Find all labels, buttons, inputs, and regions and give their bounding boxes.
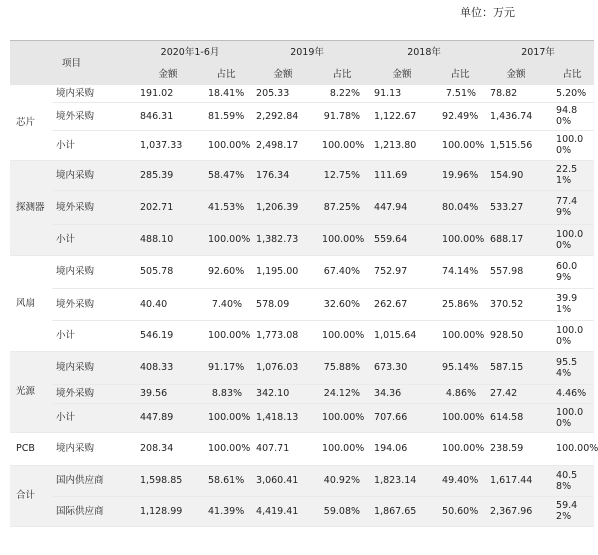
ratio-cell: 87.25% xyxy=(318,190,366,224)
category-label: PCB xyxy=(10,432,52,465)
amount-cell: 40.40 xyxy=(132,288,204,320)
category-label: 芯片 xyxy=(10,85,52,160)
header-period: 2020年1-6月 xyxy=(132,41,248,64)
amount-cell: 1,128.99 xyxy=(132,496,204,526)
amount-cell: 673.30 xyxy=(366,351,438,384)
amount-cell: 1,436.74 xyxy=(482,102,550,130)
procurement-table xyxy=(10,40,598,527)
table-row xyxy=(10,432,594,465)
header-period: 2019年 xyxy=(248,41,366,64)
header-period: 2017年 xyxy=(482,41,594,64)
amount-cell: 707.66 xyxy=(366,403,438,432)
ratio-cell: 4.86% xyxy=(438,384,482,403)
amount-cell: 78.82 xyxy=(482,85,550,102)
ratio-cell: 100.00% xyxy=(438,403,482,432)
amount-cell: 176.34 xyxy=(248,160,318,190)
ratio-cell: 40.92% xyxy=(318,465,366,496)
header-amount: 金额 xyxy=(482,63,550,85)
category-label: 探测器 xyxy=(10,160,52,255)
ratio-cell: 41.39% xyxy=(204,496,248,526)
table-row xyxy=(10,224,594,255)
amount-cell: 447.89 xyxy=(132,403,204,432)
ratio-cell: 18.41% xyxy=(204,85,248,102)
amount-cell: 2,498.17 xyxy=(248,130,318,160)
amount-cell: 928.50 xyxy=(482,320,550,351)
row-label: 境外采购 xyxy=(52,288,132,320)
amount-cell: 752.97 xyxy=(366,255,438,288)
header-amount: 金额 xyxy=(132,63,204,85)
amount-cell: 39.56 xyxy=(132,384,204,403)
ratio-cell: 100.0 0% xyxy=(550,224,594,255)
amount-cell: 262.67 xyxy=(366,288,438,320)
ratio-cell: 5.20% xyxy=(550,85,594,102)
amount-cell: 407.71 xyxy=(248,432,318,465)
header-amount: 金额 xyxy=(366,63,438,85)
row-label: 小计 xyxy=(52,320,132,351)
ratio-cell: 41.53% xyxy=(204,190,248,224)
category-label: 风扇 xyxy=(10,255,52,351)
ratio-cell: 8.22% xyxy=(318,85,366,102)
ratio-cell: 100.00% xyxy=(438,320,482,351)
amount-cell: 2,292.84 xyxy=(248,102,318,130)
header-period: 2018年 xyxy=(366,41,482,64)
ratio-cell: 91.17% xyxy=(204,351,248,384)
header-ratio: 占比 xyxy=(550,63,594,85)
amount-cell: 1,195.00 xyxy=(248,255,318,288)
ratio-cell: 91.78% xyxy=(318,102,366,130)
ratio-cell: 4.46% xyxy=(550,384,594,403)
amount-cell: 1,823.14 xyxy=(366,465,438,496)
amount-cell: 488.10 xyxy=(132,224,204,255)
amount-cell: 1,213.80 xyxy=(366,130,438,160)
ratio-cell: 58.47% xyxy=(204,160,248,190)
header-ratio: 占比 xyxy=(204,63,248,85)
ratio-cell: 50.60% xyxy=(438,496,482,526)
amount-cell: 846.31 xyxy=(132,102,204,130)
amount-cell: 614.58 xyxy=(482,403,550,432)
table-row xyxy=(10,496,594,526)
ratio-cell: 39.9 1% xyxy=(550,288,594,320)
ratio-cell: 80.04% xyxy=(438,190,482,224)
ratio-cell: 95.14% xyxy=(438,351,482,384)
amount-cell: 342.10 xyxy=(248,384,318,403)
amount-cell: 111.69 xyxy=(366,160,438,190)
row-label: 境内采购 xyxy=(52,160,132,190)
amount-cell: 408.33 xyxy=(132,351,204,384)
amount-cell: 1,206.39 xyxy=(248,190,318,224)
ratio-cell: 100.0 0% xyxy=(550,320,594,351)
row-label: 国内供应商 xyxy=(52,465,132,496)
ratio-cell: 60.0 9% xyxy=(550,255,594,288)
header-item: 项目 xyxy=(10,41,132,86)
ratio-cell: 12.75% xyxy=(318,160,366,190)
amount-cell: 285.39 xyxy=(132,160,204,190)
table-row xyxy=(10,384,594,403)
category-label: 合计 xyxy=(10,465,52,526)
row-label: 境外采购 xyxy=(52,190,132,224)
unit-label: 单位：万元 xyxy=(460,6,515,19)
ratio-cell: 25.86% xyxy=(438,288,482,320)
amount-cell: 578.09 xyxy=(248,288,318,320)
amount-cell: 559.64 xyxy=(366,224,438,255)
table-body xyxy=(10,85,598,526)
amount-cell: 1,037.33 xyxy=(132,130,204,160)
amount-cell: 1,617.44 xyxy=(482,465,550,496)
table-row xyxy=(10,255,594,288)
amount-cell: 587.15 xyxy=(482,351,550,384)
amount-cell: 205.33 xyxy=(248,85,318,102)
ratio-cell: 59.4 2% xyxy=(550,496,594,526)
table-row xyxy=(10,288,594,320)
ratio-cell: 100.00% xyxy=(550,432,594,465)
ratio-cell: 100.0 0% xyxy=(550,130,594,160)
table-row xyxy=(10,85,594,102)
ratio-cell: 100.00% xyxy=(204,224,248,255)
amount-cell: 91.13 xyxy=(366,85,438,102)
amount-cell: 1,076.03 xyxy=(248,351,318,384)
ratio-cell: 32.60% xyxy=(318,288,366,320)
amount-cell: 557.98 xyxy=(482,255,550,288)
ratio-cell: 100.00% xyxy=(318,432,366,465)
header-ratio: 占比 xyxy=(438,63,482,85)
ratio-cell: 8.83% xyxy=(204,384,248,403)
ratio-cell: 100.00% xyxy=(318,320,366,351)
amount-cell: 34.36 xyxy=(366,384,438,403)
ratio-cell: 74.14% xyxy=(438,255,482,288)
row-label: 境内采购 xyxy=(52,432,132,465)
amount-cell: 688.17 xyxy=(482,224,550,255)
amount-cell: 4,419.41 xyxy=(248,496,318,526)
amount-cell: 1,515.56 xyxy=(482,130,550,160)
amount-cell: 1,598.85 xyxy=(132,465,204,496)
header-amount: 金额 xyxy=(248,63,318,85)
ratio-cell: 92.60% xyxy=(204,255,248,288)
ratio-cell: 100.00% xyxy=(438,130,482,160)
amount-cell: 1,382.73 xyxy=(248,224,318,255)
amount-cell: 2,367.96 xyxy=(482,496,550,526)
ratio-cell: 100.00% xyxy=(204,320,248,351)
table-row xyxy=(10,403,594,432)
amount-cell: 194.06 xyxy=(366,432,438,465)
table-row xyxy=(10,320,594,351)
ratio-cell: 24.12% xyxy=(318,384,366,403)
amount-cell: 191.02 xyxy=(132,85,204,102)
ratio-cell: 100.00% xyxy=(438,432,482,465)
table-row xyxy=(10,465,594,496)
ratio-cell: 7.51% xyxy=(438,85,482,102)
ratio-cell: 100.00% xyxy=(204,130,248,160)
table-row xyxy=(10,160,594,190)
amount-cell: 447.94 xyxy=(366,190,438,224)
row-label: 境外采购 xyxy=(52,102,132,130)
ratio-cell: 92.49% xyxy=(438,102,482,130)
amount-cell: 1,773.08 xyxy=(248,320,318,351)
ratio-cell: 94.8 0% xyxy=(550,102,594,130)
row-label: 境内采购 xyxy=(52,85,132,102)
ratio-cell: 49.40% xyxy=(438,465,482,496)
ratio-cell: 77.4 9% xyxy=(550,190,594,224)
ratio-cell: 19.96% xyxy=(438,160,482,190)
amount-cell: 3,060.41 xyxy=(248,465,318,496)
header-ratio: 占比 xyxy=(318,63,366,85)
ratio-cell: 40.5 8% xyxy=(550,465,594,496)
ratio-cell: 59.08% xyxy=(318,496,366,526)
ratio-cell: 7.40% xyxy=(204,288,248,320)
table-row xyxy=(10,130,594,160)
ratio-cell: 100.00% xyxy=(204,432,248,465)
amount-cell: 27.42 xyxy=(482,384,550,403)
table-row xyxy=(10,102,594,130)
amount-cell: 1,418.13 xyxy=(248,403,318,432)
row-label: 小计 xyxy=(52,224,132,255)
row-label: 小计 xyxy=(52,130,132,160)
row-label: 小计 xyxy=(52,403,132,432)
amount-cell: 546.19 xyxy=(132,320,204,351)
ratio-cell: 75.88% xyxy=(318,351,366,384)
amount-cell: 370.52 xyxy=(482,288,550,320)
amount-cell: 1,867.65 xyxy=(366,496,438,526)
row-label: 境内采购 xyxy=(52,255,132,288)
category-label: 光源 xyxy=(10,351,52,432)
ratio-cell: 100.00% xyxy=(318,224,366,255)
ratio-cell: 58.61% xyxy=(204,465,248,496)
row-label: 境外采购 xyxy=(52,384,132,403)
ratio-cell: 100.00% xyxy=(438,224,482,255)
amount-cell: 505.78 xyxy=(132,255,204,288)
ratio-cell: 67.40% xyxy=(318,255,366,288)
ratio-cell: 100.00% xyxy=(204,403,248,432)
ratio-cell: 100.00% xyxy=(318,130,366,160)
amount-cell: 533.27 xyxy=(482,190,550,224)
ratio-cell: 95.5 4% xyxy=(550,351,594,384)
ratio-cell: 81.59% xyxy=(204,102,248,130)
ratio-cell: 22.5 1% xyxy=(550,160,594,190)
table-row xyxy=(10,190,594,224)
amount-cell: 1,015.64 xyxy=(366,320,438,351)
ratio-cell: 100.0 0% xyxy=(550,403,594,432)
row-label: 境内采购 xyxy=(52,351,132,384)
amount-cell: 154.90 xyxy=(482,160,550,190)
amount-cell: 208.34 xyxy=(132,432,204,465)
table-row xyxy=(10,351,594,384)
ratio-cell: 100.00% xyxy=(318,403,366,432)
amount-cell: 238.59 xyxy=(482,432,550,465)
row-label: 国际供应商 xyxy=(52,496,132,526)
amount-cell: 1,122.67 xyxy=(366,102,438,130)
amount-cell: 202.71 xyxy=(132,190,204,224)
